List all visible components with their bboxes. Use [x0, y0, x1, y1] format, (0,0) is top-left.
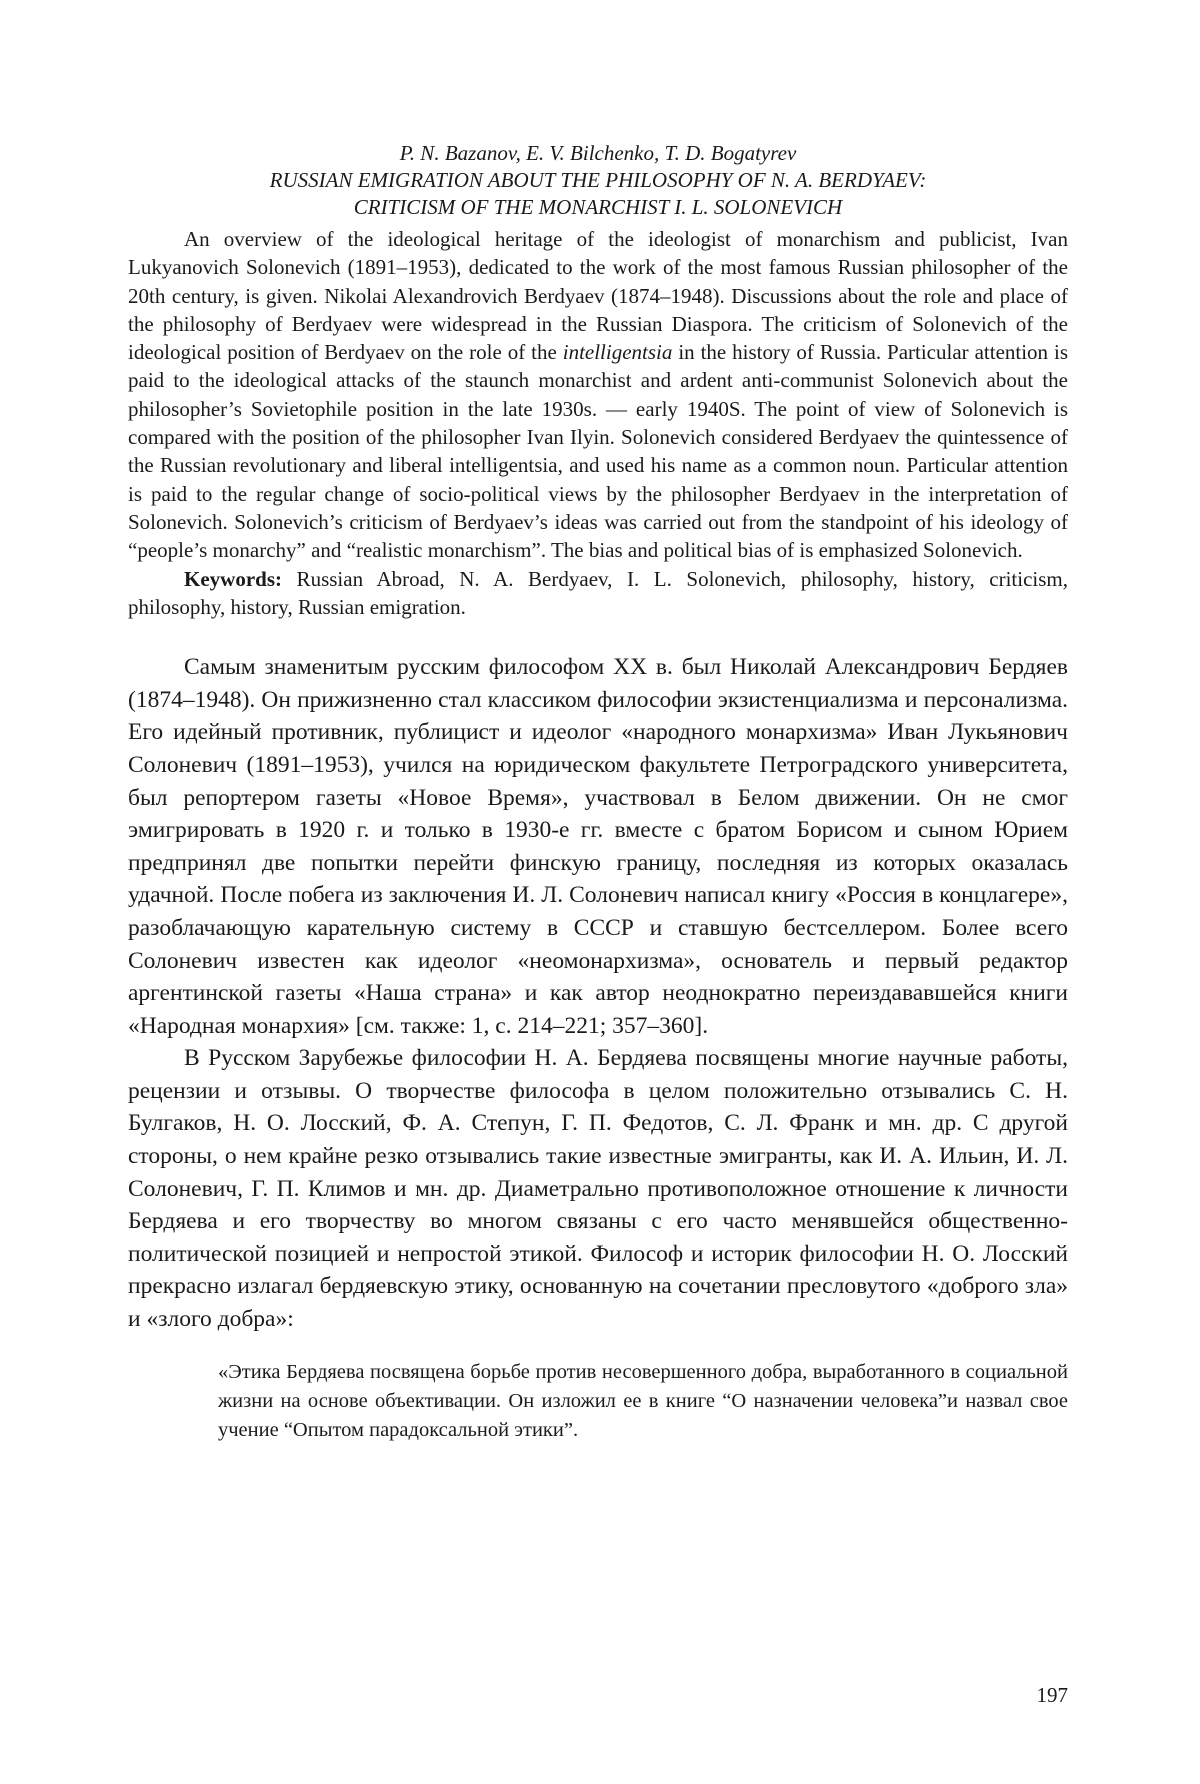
- article-header: [128, 140, 1068, 221]
- block-quote: [128, 1358, 1068, 1445]
- page-content: [128, 140, 1068, 1445]
- keywords: [128, 565, 1068, 622]
- quote-text: «Этика Бердяева посвящена борьбе против несовершенного добра, выработанного в социальной жизни на основе объективации. Он изложил ее в книге “О назначении человека”и назвал свое учение “Опытом парадоксальной этики”.: [218, 1360, 1068, 1441]
- body-paragraph-1: Самым знаменитым русским философом XX в. был Николай Александрович Бердяев (1874–1948). Он прижизненно стал классиком философии экзистенциализма и персонализма. Его идейный противник, публицист и идеолог «народного монархизма» Иван Лукьянович Солоневич (1891–1953), учился на юридическом факультете Петроградского университета, был репортером газеты «Новое Время», участвовал в Белом движении. Он не смог эмигрировать в 1920 г. и только в 1930-е гг. вместе с братом Борисом и сыном Юрием предпринял две попытки перейти финскую границу, последняя из которых оказалась удачной. После побега из заключения И. Л. Солоневич написал книгу «Россия в концлагере», разоблачающую карательную систему в СССР и ставшую бестселлером. Более всего Солоневич известен как идеолог «неомонархизма», основатель и первый редактор аргентинской газеты «Наша страна» и как автор неоднократно переиздававшейся книги «Народная монархия» [см. также: 1, с. 214–221; 357–360].: [128, 654, 1068, 1039]
- keywords-label: Keywords:: [184, 566, 282, 591]
- article-title-line-2: CRITICISM OF THE MONARCHIST I. L. SOLONEVICH: [353, 195, 843, 219]
- abstract-text: An overview of the ideological heritage of the ideologist of monarchism and publicist, Ivan Lukyanovich Solonevich (1891–1953), dedicated to the work of the most famous Russian philosopher of the 20th century, is given. Nikolai Alexandrovich Berdyaev (1874–1948). Discussions about the role and place of the philosophy of Berdyaev were widespread in the Russian Diaspora. The criticism of Solonevich of the ideological position of Berdyaev on the role of the intelligentsia in the history of Russia. Particular attention is paid to the ideological attacks of the staunch monarchist and ardent anti-communist Solonevich about the philosopher’s Sovietophile position in the late 1930s. — early 1940S. The point of view of Solonevich is compared with the position of the philosopher Ivan Ilyin. Solonevich considered Berdyaev the quintessence of the Russian revolutionary and liberal intelligentsia, and used his name as a common noun. Particular attention is paid to the regular change of socio-political views by the philosopher Berdyaev in the interpretation of Solonevich. Solonevich’s criticism of Berdyaev’s ideas was carried out from the standpoint of his ideology of “people’s monarchy” and “realistic monarchism”. The bias and political bias of is emphasized Solonevich.: [128, 227, 1068, 563]
- article-body: [128, 651, 1068, 1335]
- abstract-italic-term: intelligentsia: [562, 340, 673, 365]
- authors: P. N. Bazanov, E. V. Bilchenko, T. D. Bogatyrev: [399, 141, 797, 165]
- abstract: [128, 225, 1068, 621]
- keywords-list: Russian Abroad, N. A. Berdyaev, I. L. Solonevich, philosophy, history, criticism, philosophy, history, Russian emigration.: [128, 566, 1068, 619]
- body-paragraph-2: В Русском Зарубежье философии Н. А. Бердяева посвящены многие научные работы, рецензии и отзывы. О творчестве философа в целом положительно отзывались С. Н. Булгаков, Н. О. Лосский, Ф. А. Степун, Г. П. Федотов, С. Л. Франк и мн. др. С другой стороны, о нем крайне резко отзывались такие известные эмигранты, как И. А. Ильин, И. Л. Солоневич, Г. П. Климов и мн. др. Диаметрально противоположное отношение к личности Бердяева и его творчеству во многом связаны с его часто менявшейся общественно-политической позицией и непростой этикой. Философ и историк философии Н. О. Лосский прекрасно излагал бердяевскую этику, основанную на сочетании пресловутого «доброго зла» и «злого добра»:: [128, 1045, 1068, 1333]
- page-number: 197: [1036, 1683, 1068, 1707]
- article-title-line-1: RUSSIAN EMIGRATION ABOUT THE PHILOSOPHY OF N. A. BERDYAEV:: [269, 168, 927, 192]
